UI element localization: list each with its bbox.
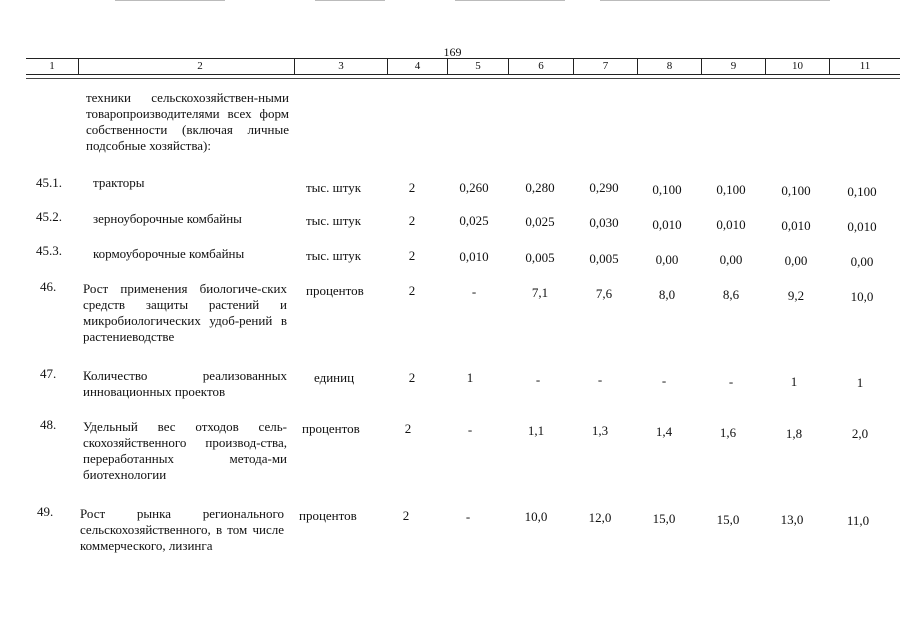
page-number: 169	[443, 45, 462, 59]
row-val: 0,260	[459, 180, 489, 195]
row-col4: 2	[408, 283, 416, 298]
row-val: 0,100	[847, 184, 877, 199]
table-header	[26, 58, 900, 75]
row-desc: кормоуборочные комбайны	[93, 246, 245, 261]
row-val: 1,1	[527, 423, 545, 438]
row-unit: единиц	[314, 370, 355, 385]
row-val: 1	[856, 375, 864, 390]
row-number: 49.	[37, 504, 54, 519]
row-unit: тыс. штук	[306, 248, 362, 263]
row-val: 0,00	[655, 252, 679, 267]
row-unit: процентов	[306, 283, 364, 298]
row-col4: 2	[404, 421, 412, 436]
row-val: 0,100	[781, 183, 811, 198]
row-val: 0,010	[716, 217, 746, 232]
row-val: 1,4	[655, 424, 673, 439]
row-col4: 2	[402, 508, 410, 523]
row-val: 12,0	[588, 510, 612, 525]
scan-artifact-line	[455, 0, 565, 1]
row-val: 1,8	[785, 426, 803, 441]
scan-artifact-line	[315, 0, 385, 1]
row-val: 7,6	[595, 286, 613, 301]
row-val: 1	[466, 370, 474, 385]
row-val: 9,2	[787, 288, 805, 303]
row-val: 0,025	[459, 213, 489, 228]
row-val: 0,010	[781, 218, 811, 233]
row-val: 1,3	[591, 423, 609, 438]
row-number: 45.3.	[36, 243, 62, 258]
row-val: -	[728, 374, 734, 389]
row-number: 45.1.	[36, 175, 62, 190]
row-val: 0,100	[716, 182, 746, 197]
row-desc: зерноуборочные комбайны	[93, 211, 242, 226]
row-unit: тыс. штук	[306, 180, 362, 195]
row-desc: техники сельскохозяйствен-ными товаропроизводителями всех форм собственности (включая личные подсобные хозяйства):	[86, 90, 289, 153]
row-val: 0,030	[589, 215, 619, 230]
row-val: 0,010	[847, 219, 877, 234]
row-number: 46.	[40, 279, 57, 294]
row-val: 0,00	[719, 252, 743, 267]
row-val: -	[535, 372, 541, 387]
row-val: 0,100	[652, 182, 682, 197]
row-val: 0,00	[850, 254, 874, 269]
row-unit: процентов	[299, 508, 357, 523]
header-col-1: 1	[49, 60, 55, 72]
row-desc: тракторы	[93, 175, 145, 190]
row-val: 11,0	[846, 513, 870, 528]
header-col-10: 10	[792, 60, 803, 72]
header-col-2: 2	[197, 60, 203, 72]
header-col-6: 6	[538, 60, 544, 72]
header-col-11: 11	[859, 60, 871, 72]
row-val: 13,0	[780, 512, 804, 527]
row-val: 2,0	[851, 426, 869, 441]
scan-artifact-line	[600, 0, 830, 1]
row-col4: 2	[408, 180, 416, 195]
header-col-8: 8	[666, 60, 673, 72]
row-desc: Рост применения биологиче-ских средств защиты растений и микробиологических удоб-рений в растениеводстве	[83, 281, 287, 344]
header-col-9: 9	[730, 60, 737, 72]
row-number: 45.2.	[36, 209, 62, 224]
header-col-3: 3	[338, 60, 344, 72]
row-unit: тыс. штук	[306, 213, 362, 228]
header-col-4: 4	[414, 60, 421, 72]
row-col4: 2	[408, 248, 416, 263]
row-val: 0,290	[589, 180, 619, 195]
row-col4: 2	[408, 370, 416, 385]
row-val: 0,010	[459, 249, 489, 264]
row-val: 15,0	[716, 512, 740, 527]
row-val: -	[597, 372, 603, 387]
row-val: 7,1	[531, 285, 549, 300]
row-val: -	[467, 422, 473, 437]
row-val: 0,00	[784, 253, 808, 268]
row-val: 0,010	[652, 217, 682, 232]
row-number: 48.	[40, 417, 57, 432]
scan-artifact-line	[115, 0, 225, 1]
row-val: 1,6	[719, 425, 737, 440]
row-unit: процентов	[302, 421, 360, 436]
row-val: -	[471, 284, 477, 299]
row-val: 0,280	[525, 180, 555, 195]
header-underline	[26, 78, 900, 79]
header-col-5: 5	[475, 60, 481, 72]
row-desc: Удельный вес отходов сель-скохозяйственного производ-ства, переработанных метода-ми биотехнологии	[83, 419, 287, 482]
row-val: 0,005	[525, 250, 555, 265]
row-val: 8,0	[658, 287, 676, 302]
row-val: 10,0	[524, 509, 548, 524]
row-desc: Рост рынка регионального сельскохозяйственного, в том числе коммерческого, лизинга	[80, 506, 284, 553]
row-val: 15,0	[652, 511, 676, 526]
row-val: 10,0	[850, 289, 874, 304]
row-val: 0,005	[589, 251, 619, 266]
row-val: -	[661, 373, 667, 388]
row-val: -	[465, 509, 471, 524]
row-desc: Количество реализованных инновационных проектов	[83, 368, 287, 399]
header-col-7: 7	[602, 60, 609, 72]
row-val: 8,6	[722, 287, 740, 302]
row-number: 47.	[40, 366, 57, 381]
row-col4: 2	[408, 213, 416, 228]
row-val: 1	[790, 374, 798, 389]
row-val: 0,025	[525, 214, 555, 229]
